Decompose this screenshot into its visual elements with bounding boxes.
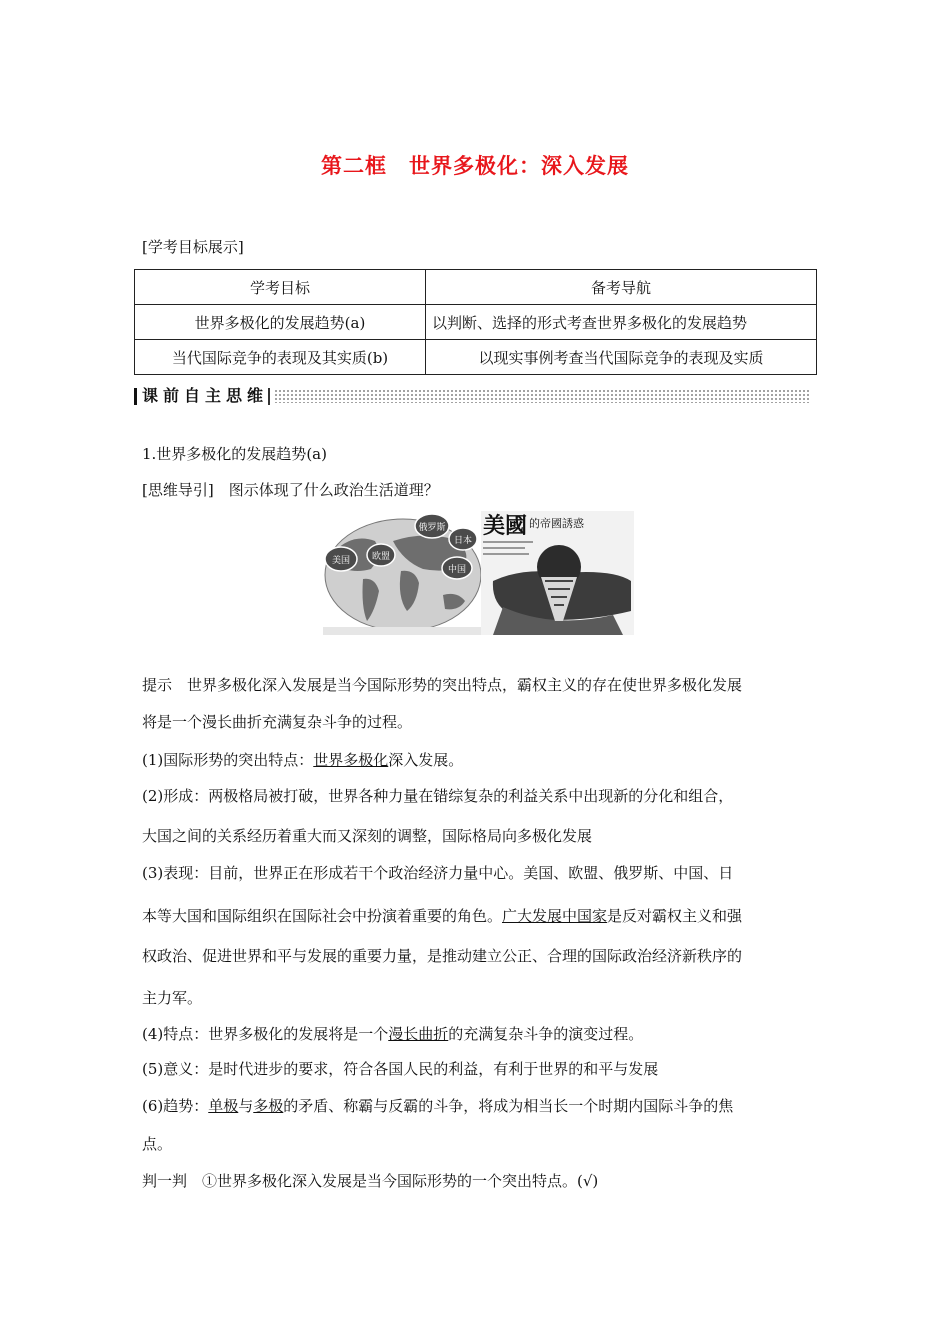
point-5: (5)意义：是时代进步的要求，符合各国人民的利益，有利于世界的和平与发展	[142, 1060, 659, 1078]
point-3-line: 主力军。	[142, 989, 203, 1007]
book-cover-image	[481, 511, 634, 635]
table-header: 备考导航	[426, 270, 817, 305]
point-2-line: 大国之间的关系经历着重大而又深刻的调整，国际格局向多极化发展	[142, 827, 593, 845]
text-segment: 本等大国和国际组织在国际社会中扮演着重要的角色。	[142, 907, 503, 925]
table-cell: 以现实事例考查当代国际竞争的表现及实质	[426, 340, 817, 375]
point-4	[142, 1024, 643, 1044]
underlined-term: 广大发展中国家	[502, 907, 608, 925]
goals-section-label: [学考目标展示]	[142, 238, 244, 256]
text-segment: (6)趋势：	[142, 1097, 209, 1115]
underlined-term: 漫长曲折	[388, 1025, 449, 1043]
text-segment: 的矛盾、称霸与反霸的斗争，将成为相当长一个时期内国际斗争的焦	[283, 1097, 734, 1115]
banner-separator	[268, 388, 270, 405]
map-label: 欧盟	[371, 552, 391, 562]
point-3-line: (3)表现：目前，世界正在形成若干个政治经济力量中心。美国、欧盟、俄罗斯、中国、日	[142, 864, 734, 882]
table-row	[135, 340, 817, 375]
table-cell: 世界多极化的发展趋势(a)	[135, 305, 426, 340]
text-segment: 深入发展。	[388, 751, 464, 769]
point-3-line: 权政治、促进世界和平与发展的重要力量，是推动建立公正、合理的国际政治经济新秩序的	[142, 947, 743, 965]
table-cell: 当代国际竞争的表现及其实质(b)	[135, 340, 426, 375]
banner-dots	[274, 389, 809, 403]
underlined-term: 多极	[253, 1097, 284, 1115]
illustration-figure	[323, 511, 634, 635]
text-segment: 是反对霸权主义和强	[607, 907, 743, 925]
point-6-line: 点。	[142, 1135, 173, 1153]
judge-statement: 判一判 ①世界多极化深入发展是当今国际形势的一个突出特点。(√)	[142, 1172, 599, 1190]
hint-line: 提示 世界多极化深入发展是当今国际形势的突出特点，霸权主义的存在使世界多极化发展	[142, 676, 743, 694]
banner-label: 课前自主思维	[142, 386, 269, 405]
thinking-guide: [思维导引] 图示体现了什么政治生活道理？	[142, 481, 439, 499]
point-1	[142, 750, 463, 770]
point-6-line	[142, 1096, 733, 1116]
table-row	[135, 305, 817, 340]
table-cell: 以判断、选择的形式考查世界多极化的发展趋势	[426, 305, 817, 340]
point-2-line: (2)形成：两极格局被打破，世界各种力量在错综复杂的利益关系中出现新的分化和组合，	[142, 787, 734, 805]
map-label: 俄罗斯	[418, 523, 446, 533]
underlined-term: 世界多极化	[313, 751, 389, 769]
text-segment: (4)特点：世界多极化的发展将是一个	[142, 1025, 389, 1043]
point-3-line	[142, 906, 742, 926]
text-segment: 与	[238, 1097, 254, 1115]
section-banner	[134, 385, 809, 407]
map-label: 美国	[331, 556, 351, 566]
world-map-image	[323, 511, 483, 635]
text-segment: 的充满复杂斗争的演变过程。	[448, 1025, 644, 1043]
table-header-row	[135, 270, 817, 305]
cover-title-small: 的帝國誘惑	[529, 517, 584, 530]
underlined-term: 单极	[208, 1097, 239, 1115]
page-title: 第二框 世界多极化：深入发展	[321, 154, 629, 178]
map-label: 日本	[453, 536, 473, 546]
banner-bar	[134, 388, 137, 405]
table-header: 学考目标	[135, 270, 426, 305]
cover-title-big: 美國	[483, 513, 528, 539]
text-segment: (1)国际形势的突出特点：	[142, 751, 314, 769]
hint-line: 将是一个漫长曲折充满复杂斗争的过程。	[142, 713, 413, 731]
goals-table	[134, 269, 817, 375]
map-label: 中国	[447, 565, 467, 575]
item-heading: 1.世界多极化的发展趋势(a)	[142, 445, 327, 463]
